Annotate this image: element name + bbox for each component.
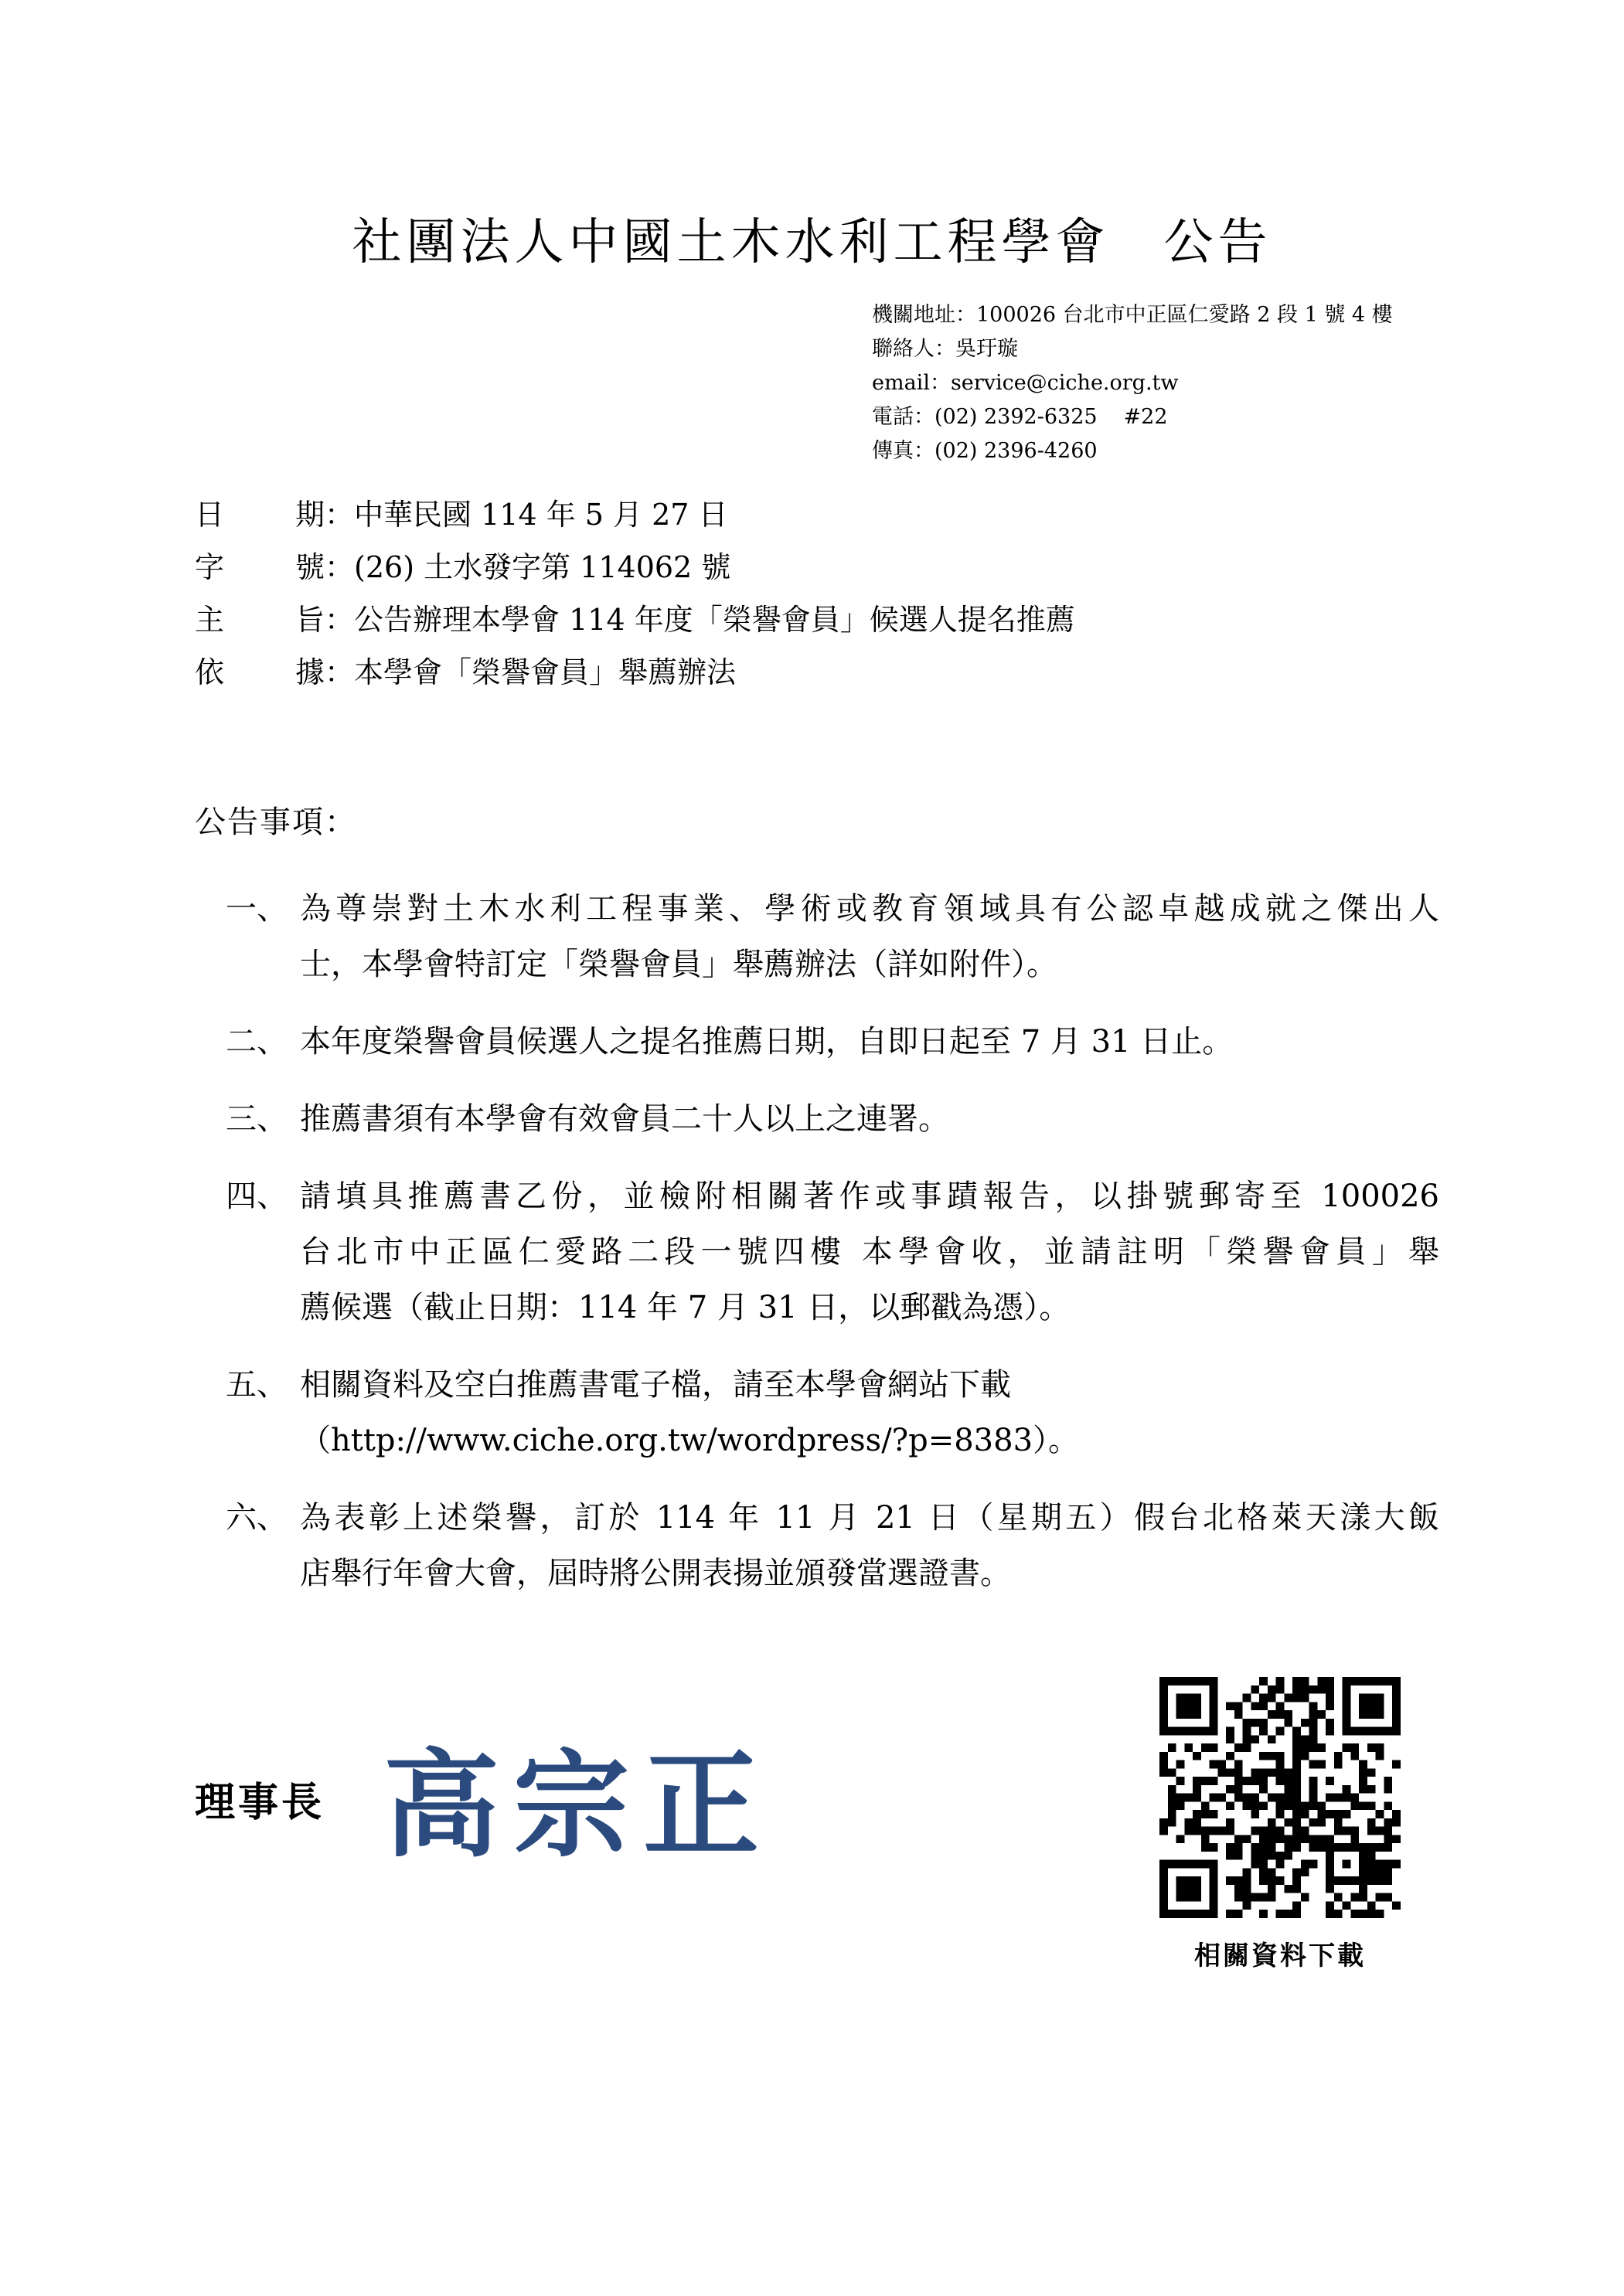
item-line: 相關資料及空白推薦書電子檔，請至本學會網站下載: [300, 1367, 1011, 1403]
meta-label-char-1: 主: [195, 603, 225, 637]
item-number: 二、: [226, 1024, 288, 1060]
contact-phone-number: 電話：(02) 2392-6325: [872, 405, 1098, 429]
item-line: 薦候選（截止日期：114 年 7 月 31 日，以郵戳為憑）。: [300, 1290, 1071, 1325]
meta-label-char-1: 日: [195, 498, 225, 532]
meta-label-char-1: 依: [195, 655, 225, 689]
item-number: 一、: [226, 891, 288, 927]
item-line: 推薦書須有本學會有效會員二十人以上之連署。: [300, 1101, 949, 1137]
item-number: 四、: [226, 1179, 288, 1214]
item-line: 店舉行年會大會，屆時將公開表揚並頒發當選證書。: [300, 1556, 1011, 1591]
contact-email: email：service@ciche.org.tw: [872, 371, 1179, 395]
document-meta: [195, 488, 1075, 699]
page-title: [0, 202, 1624, 274]
qr-code[interactable]: [1159, 1677, 1401, 1918]
meta-label-char-2: 期: [295, 498, 325, 532]
organization-name: 社團法人中國土木水利工程學會: [352, 214, 1110, 271]
item-text: [300, 881, 1439, 992]
contact-phone-ext: #22: [1123, 405, 1168, 429]
item-number: 六、: [226, 1500, 288, 1536]
meta-value: ：公告辦理本學會 114 年度「榮譽會員」候選人提名推薦: [325, 603, 1075, 637]
announcement-item: [226, 1357, 1439, 1468]
announcement-item: [226, 1168, 1439, 1335]
announcement-items: [226, 881, 1439, 1623]
item-text: [300, 1091, 1439, 1147]
item-number: 五、: [226, 1367, 288, 1403]
meta-label-char-2: 據: [295, 655, 325, 689]
section-heading: 公告事項：: [195, 804, 357, 840]
meta-label-char-2: 旨: [295, 603, 325, 637]
meta-label-char-1: 字: [195, 550, 225, 584]
item-text: [300, 1490, 1439, 1601]
announcement-item: [226, 881, 1439, 992]
meta-value: ：(26) 土水發字第 114062 號: [325, 550, 731, 584]
document-type: 公告: [1163, 214, 1272, 271]
meta-date: [195, 488, 1075, 541]
contact-person: 聯絡人：吳玗璇: [872, 337, 1018, 361]
item-line: 本年度榮譽會員候選人之提名推薦日期，自即日起至 7 月 31 日止。: [300, 1024, 1234, 1060]
meta-basis: [195, 646, 1075, 699]
contact-fax: 傳真：(02) 2396-4260: [872, 439, 1098, 463]
meta-value: ：本學會「榮譽會員」舉薦辦法: [325, 655, 737, 689]
item-line: 為尊崇對土木水利工程事業、學術或教育領域具有公認卓越成就之傑出人: [300, 891, 1439, 927]
svg-text:高宗正: 高宗正: [383, 1737, 774, 1870]
item-line: 台北市中正區仁愛路二段一號四樓 本學會收，並請註明「榮譽會員」舉: [300, 1234, 1439, 1270]
item-line: 請填具推薦書乙份，並檢附相關著作或事蹟報告，以掛號郵寄至 100026: [300, 1179, 1439, 1214]
item-text: [300, 1357, 1439, 1468]
item-line: 士，本學會特訂定「榮譽會員」舉薦辦法（詳如附件）。: [300, 947, 1057, 982]
meta-subject: [195, 594, 1075, 646]
contact-address: 機關地址：100026 台北市中正區仁愛路 2 段 1 號 4 樓: [872, 303, 1393, 327]
chairman-signature: [377, 1723, 779, 1870]
meta-reference-number: [195, 541, 1075, 594]
contact-phone: [872, 400, 1393, 434]
qr-caption: 相關資料下載: [1194, 1941, 1366, 1971]
contact-block: [872, 298, 1393, 468]
chairman-title: 理事長: [195, 1780, 325, 1826]
item-line: 為表彰上述榮譽，訂於 114 年 11 月 21 日（星期五）假台北格萊天漾大飯: [300, 1500, 1439, 1536]
announcement-item: [226, 1091, 1439, 1147]
announcement-item: [226, 1014, 1439, 1070]
item-text: [300, 1014, 1439, 1070]
meta-label-char-2: 號: [295, 550, 325, 584]
announcement-item: [226, 1490, 1439, 1601]
meta-value: ：中華民國 114 年 5 月 27 日: [325, 498, 728, 532]
item-text: [300, 1168, 1439, 1335]
item-line: （http://www.ciche.org.tw/wordpress/?p=8383）。: [300, 1423, 1080, 1458]
item-number: 三、: [226, 1101, 288, 1137]
